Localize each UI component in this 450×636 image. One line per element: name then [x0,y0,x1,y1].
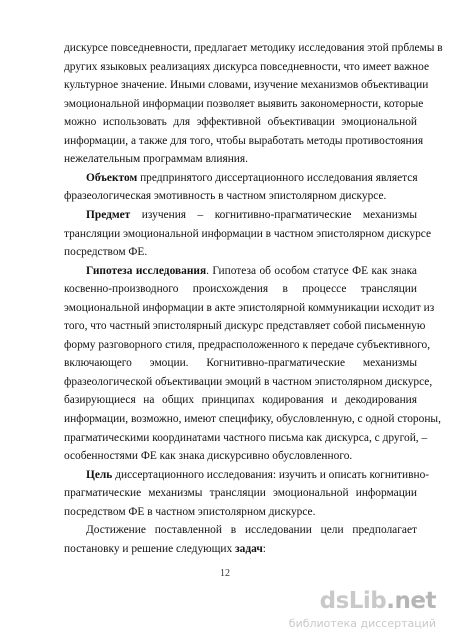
text-run: информации, а также для того, чтобы выработать методы противостояния [64,134,424,147]
text-run: постановку и решение следующих [64,542,236,555]
bold-term: Объектом [86,171,138,184]
text-run: Достижение поставленной в исследовании цели предполагает [86,524,417,537]
text-run: трансляции эмоциональной информации в частном эпистолярном дискурсе [64,227,432,240]
text-line [64,114,417,130]
bold-term: Предмет [86,208,131,221]
text-run: базирующиеся на общих принципах кодирования и декодирования [64,394,417,407]
text-line [64,337,431,353]
bold-term: Цель [86,468,113,481]
text-run: диссертационного исследования: изучить и описать когнитивно- [112,468,430,481]
text-run: можно использовать для эффективной объективации эмоциональной [64,116,417,129]
text-line [64,300,435,316]
watermark-logo-main: dsLib [319,588,387,614]
watermark [286,588,436,632]
text-line [64,411,441,427]
text-run: посредством ФЕ. [64,246,148,259]
text-run: фразеологическая эмотивность в частном эпистолярном дискурсе. [64,190,387,203]
page-number: 12 [220,568,230,579]
text-line [86,467,430,483]
text-run: других языковых реализациях дискурса повседневности, что имеет важное [64,60,430,73]
text-line [64,133,424,149]
text-run: культурное значение. Иными словами, изучение механизмов объективации [64,79,429,92]
text-run: информации, возможно, имеют специфику, обусловленную, с одной стороны, [64,413,441,425]
watermark-subtitle: библиотека диссертаций [288,617,436,630]
text-run: эмоциональной информации в акте эпистолярной коммуникации исходит из [64,301,435,314]
text-line [64,374,433,390]
text-run: того, что частный эпистолярный дискурс представляет собой письменную [64,320,426,333]
text-run: предпринятого диссертационного исследования является [137,171,418,184]
text-run: прагматическими координатами частного письма как дискурса, с другой, – [64,431,428,444]
text-run: . Гипотеза об особом статусе ФЕ как знака [206,264,417,277]
text-line [64,40,443,56]
text-run: посредством ФЕ в частном эпистолярном дискурсе. [64,505,316,518]
text-line [64,281,417,297]
text-run: : [262,542,266,555]
text-line [64,244,417,260]
text-line [64,226,432,242]
text-line [64,77,429,93]
watermark-logo-tld: .net [386,588,436,614]
text-line [64,430,428,446]
text-run: дискурсе повседневности, предлагает методику исследования этой прблемы в [64,42,443,54]
text-line [64,504,417,520]
text-run: изучения – когнитивно-прагматические механизмы [130,208,417,221]
bold-term: Гипотеза исследования [86,264,207,277]
text-line [64,59,430,75]
text-line [64,355,417,371]
text-run: фразеологической объективации эмоций в частном эпистолярном дискурсе, [64,375,433,388]
text-run: эмоциональной информации позволяет выявить закономерности, которые [64,97,424,110]
text-line [64,485,417,501]
text-line [64,392,417,408]
text-run: включающего эмоции. Когнитивно-прагматические механизмы [64,357,417,370]
text-line [64,448,417,464]
text-run: форму разговорного стиля, предрасположенного к передаче субъективного, [64,338,431,351]
text-line [86,263,417,279]
text-line [64,96,424,112]
text-run: нежелательным программам влияния. [64,153,248,166]
text-line [86,522,417,538]
watermark-logo [320,588,436,614]
text-run: особенностями ФЕ как знака дискурсивно обусловленного. [64,450,353,463]
text-line [64,318,426,334]
bold-term: задач [235,542,263,555]
text-line [64,188,417,204]
text-line [64,151,417,167]
text-line [86,170,417,186]
text-line [64,541,417,557]
text-run: прагматические механизмы трансляции эмоциональной информации [64,487,417,500]
text-line [86,207,417,223]
text-run: косвенно-производного происхождения в процессе трансляции [64,283,417,296]
